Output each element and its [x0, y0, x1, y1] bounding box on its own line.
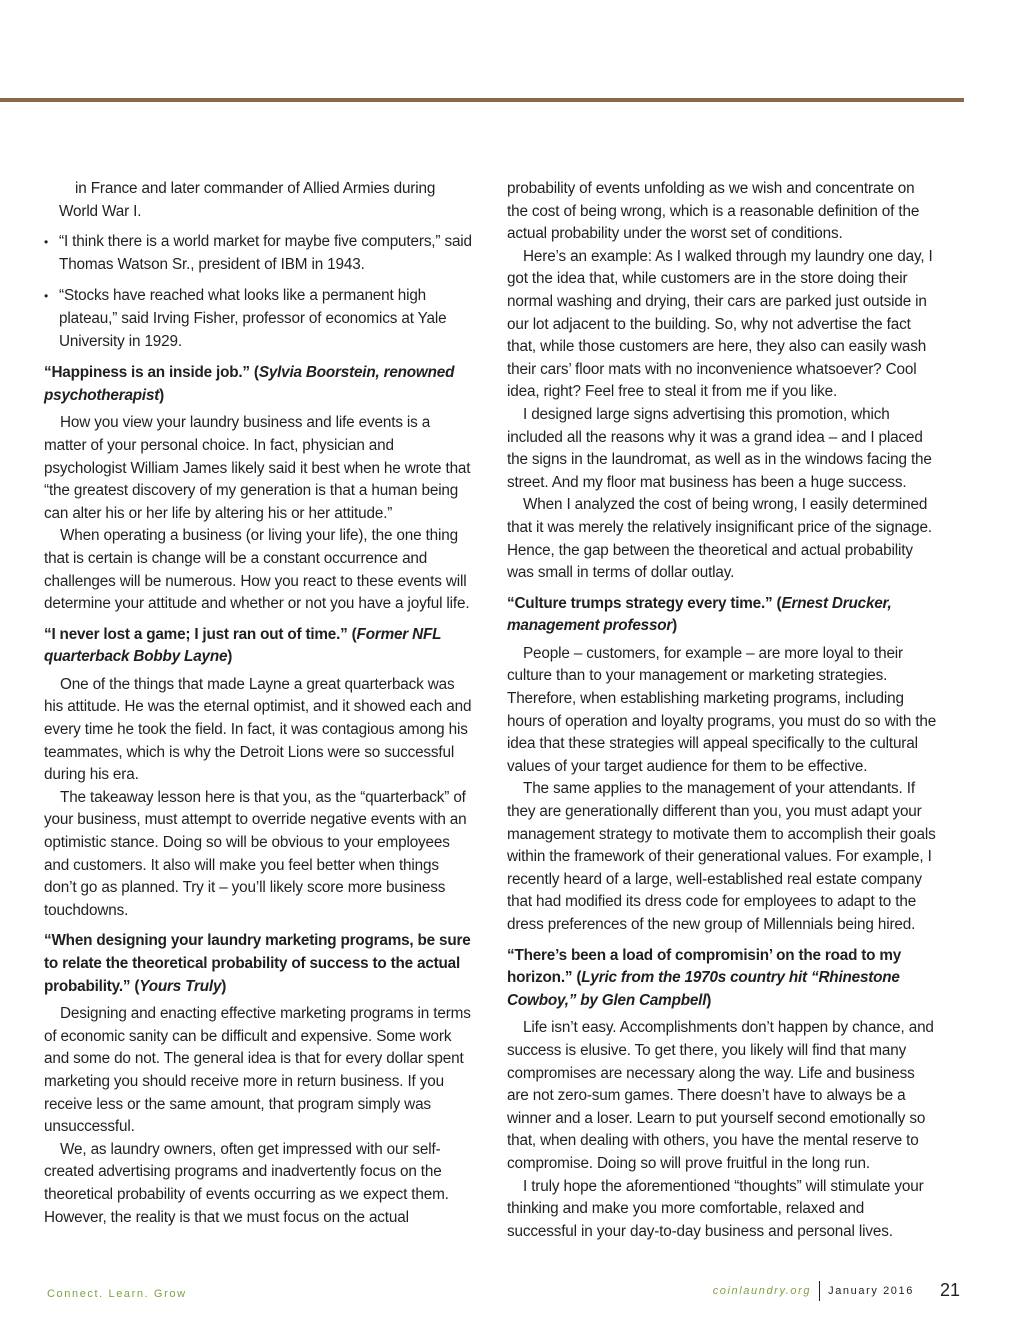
paragraph: People – customers, for example – are more loyal to their culture than to your management or marketing strategies. Therefore, when establishing marketing programs, including hours of operation and loyalty programs, you must do so with the idea that these strategies will appeal specifically to the cultural values of your target audience for them to be effective. — [507, 644, 937, 775]
heading-quote: “Culture trumps strategy every time.” ( — [507, 594, 782, 612]
section-heading-compromisin — [507, 945, 937, 1013]
section-heading-culture — [507, 593, 937, 638]
bullet-item: • “Stocks have reached what looks like a permanent high plateau,” said Irving Fisher, professor of economics at Yale University in 1929. — [44, 285, 474, 353]
heading-attribution: Lyric from the 1970s country hit “Rhinestone Cowboy,” by Glen Campbell — [507, 969, 900, 1009]
paragraph: When operating a business (or living your life), the one thing that is certain is change will be a constant occurrence and challenges will be numerous. How you react to these events will determine your attitude and whether or not you have a joyful life. — [44, 527, 470, 613]
paragraph: The takeaway lesson here is that you, as the “quarterback” of your business, must attempt to override negative events with an optimistic stance. Doing so will be obvious to your employees and customers. It also will make you feel better when things don’t go as planned. Try it – you’ll likely score more business touchdowns. — [44, 788, 467, 919]
continued-bullet-text: in France and later commander of Allied Armies during World War I. — [59, 180, 436, 220]
heading-attribution: Sylvia Boorstein, renowned psychotherapist — [44, 364, 455, 404]
paragraph: I designed large signs advertising this promotion, which included all the reasons why it was a grand idea – and I placed the signs in the laundromat, as well as in the windows facing the street. And my floor mat business has been a huge success. — [507, 405, 932, 491]
continued-paragraph: probability of events unfolding as we wish and concentrate on the cost of being wrong, which is a reasonable definition of the actual probability under the worst set of conditions. — [507, 180, 920, 243]
right-column — [507, 178, 937, 1243]
paragraph: I truly hope the aforementioned “thoughts” will stimulate your thinking and make you more comfortable, relaxed and successful in your day-to-day business and personal lives. — [507, 1177, 924, 1240]
header-rule — [0, 98, 964, 102]
footer-right — [713, 1280, 960, 1301]
heading-attribution: Former NFL quarterback Bobby Layne — [44, 625, 441, 666]
section-heading-marketing-programs — [44, 930, 474, 998]
footer-tagline: Connect. Learn. Grow — [47, 1288, 187, 1300]
bullet-item: • “I think there is a world market for maybe five computers,” said Thomas Watson Sr., president of IBM in 1943. — [44, 231, 474, 276]
paragraph: Here’s an example: As I walked through my laundry one day, I got the idea that, while customers are in the store doing their normal washing and drying, their cars are parked just outside in our lot adjacent to the building. So, why not advertise the fact that, while those customers are here, they also can easily wash their cars’ floor mats with no inconvenience whatsoever? Cool idea, right? Feel free to steal it from me if you like. — [507, 247, 933, 401]
paragraph: When I analyzed the cost of being wrong, I easily determined that it was merely the relatively insignificant price of the signage. Hence, the gap between the theoretical and actual probability was small in terms of dollar outlay. — [507, 496, 932, 582]
paragraph: We, as laundry owners, often get impressed with our self-created advertising programs and inadvertently focus on the theoretical probability of events occurring as we expect them. However, the reality is that we must focus on the actual — [44, 1140, 449, 1226]
heading-close: ) — [221, 977, 227, 995]
heading-close: ) — [159, 386, 165, 404]
section-heading-never-lost — [44, 624, 474, 669]
heading-close: ) — [706, 991, 712, 1009]
heading-quote: “There’s been a load of compromisin’ on the road to my horizon.” ( — [507, 946, 902, 987]
bullet-list — [44, 231, 474, 353]
paragraph: One of the things that made Layne a great quarterback was his attitude. He was the eternal optimist, and it showed each and every time he took the field. In fact, it was contagious among his teammates, which is why the Detroit Lions were so successful during his era. — [44, 675, 472, 784]
heading-attribution: Ernest Drucker, management professor — [507, 594, 892, 635]
heading-close: ) — [672, 617, 678, 635]
paragraph: Designing and enacting effective marketing programs in terms of economic sanity can be difficult and expensive. Some work and some do not. The general idea is that for every dollar spent marketing you should receive more in return business. If you receive less or the same amount, that program simply was unsuccessful. — [44, 1005, 471, 1136]
page-number: 21 — [939, 1280, 960, 1300]
heading-quote: “Happiness is an inside job.” ( — [44, 364, 259, 382]
footer-divider — [819, 1281, 820, 1301]
paragraph: The same applies to the management of your attendants. If they are generationally different than you, you must adapt your management strategy to motivate them to accomplish their goals within the framework of their generational values. For example, I recently heard of a large, well-established real estate company that had modified its dress code for employees to adapt to the dress preferences of the new group of Millennials being hired. — [507, 780, 936, 933]
heading-quote: “When designing your laundry marketing programs, be sure to relate the theoretical probability of success to the actual probability.” ( — [44, 932, 471, 995]
footer-website-link[interactable]: coinlaundry.org — [712, 1284, 812, 1297]
section-heading-happiness — [44, 362, 474, 407]
footer-date: January 2016 — [828, 1284, 914, 1297]
heading-quote: “I never lost a game; I just ran out of time.” ( — [44, 625, 357, 643]
heading-attribution: Yours Truly — [139, 977, 222, 995]
left-column — [44, 178, 474, 1229]
paragraph: Life isn’t easy. Accomplishments don’t happen by chance, and success is elusive. To get there, you likely will find that many compromises are necessary along the way. Life and business are not zero-sum games. There doesn’t have to always be a winner and a loser. Learn to put yourself second emotionally so that, when dealing with others, you have the mental reserve to compromise. Doing so will prove fruitful in the long run. — [507, 1019, 934, 1172]
heading-close: ) — [227, 648, 233, 666]
paragraph: How you view your laundry business and life events is a matter of your personal choice. In fact, physician and psychologist William James likely said it best when he wrote that “the greatest discovery of my generation is that a human being can alter his or her life by altering his or her attitude.” — [44, 414, 471, 522]
